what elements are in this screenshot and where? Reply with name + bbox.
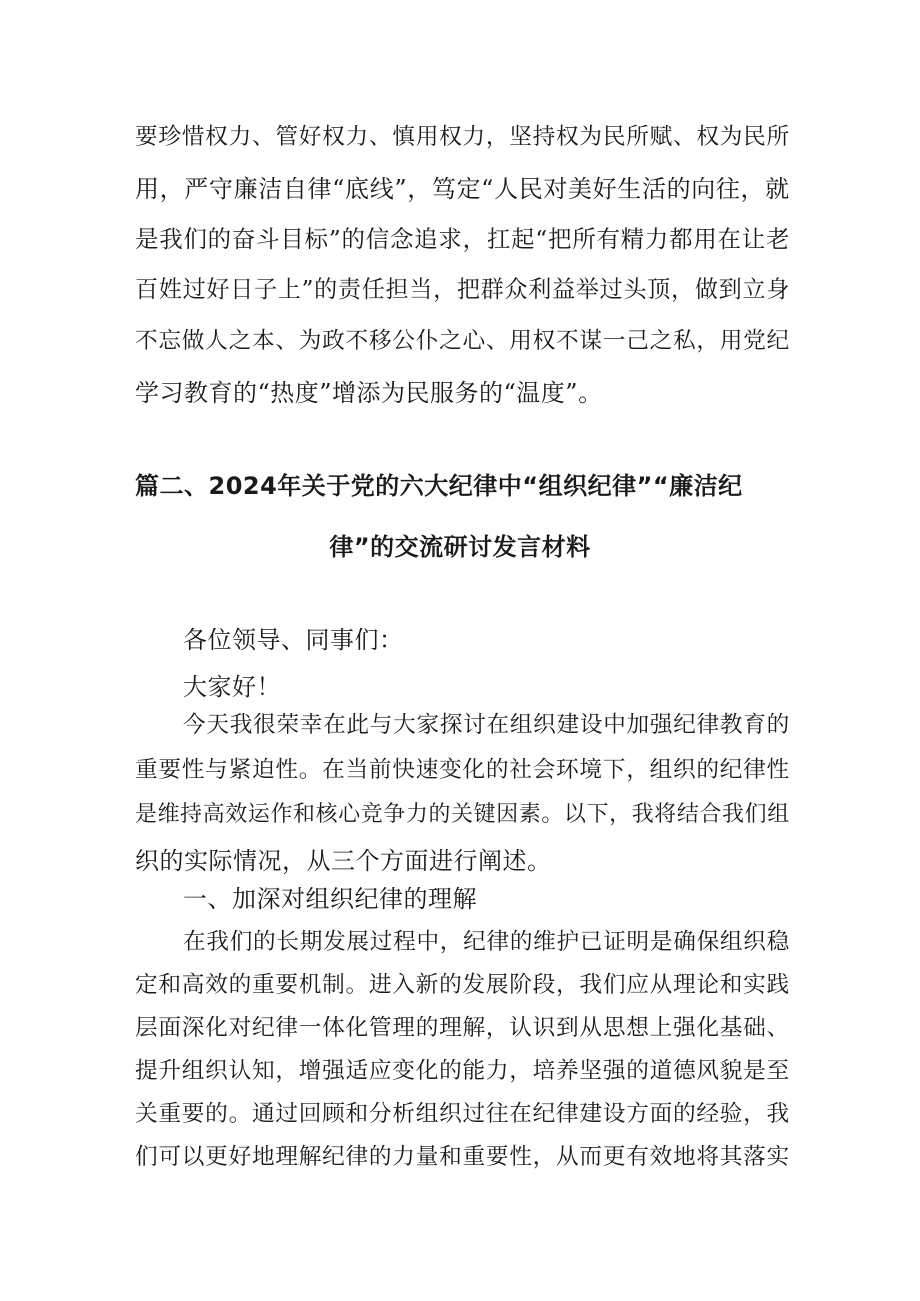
paragraph-line: 层 面 深 化 对 纪 律 一 体 化 管 理 的 理 解 ， 认 识 到 从 思 想 上 强 化 基 础 、 (135, 1015, 790, 1041)
greeting: 大家好！ (183, 673, 281, 701)
paragraph-line: 织的实际情况，从三个方面进行阐述。 (135, 847, 552, 875)
paragraph-line: 百 姓 过 好 日 子 上 ” 的 责 任 担 当 ， 把 群 众 利 益 举 过 头 顶 ， 做 到 立 身 (135, 277, 790, 303)
paragraph-line: 重 要 性 与 紧 迫 性 。 在 当 前 快 速 变 化 的 社 会 环 境 下 ， 组 织 的 纪 律 性 (135, 757, 790, 783)
paragraph-line: 是 维 持 高 效 运 作 和 核 心 竞 争 力 的 关 键 因 素 。 以 下 ， 我 将 结 合 我 们 组 (135, 802, 790, 827)
paragraph-line: 学习教育的“热度”增添为民服务的“温度”。 (135, 379, 603, 407)
section-heading: 一、加深对组织纪律的理解 (183, 885, 477, 913)
paragraph-line: 今 天 我 很 荣 幸 在 此 与 大 家 探 讨 在 组 织 建 设 中 加 强 纪 律 教 育 的 (183, 712, 790, 738)
article-title-line-1: 篇二、2024年关于党的六大纪律中“组织纪律”“廉洁纪 (135, 472, 743, 500)
article-title-line-2: 律”的交流研讨发言材料 (329, 533, 591, 561)
paragraph-line: 要 珍 惜 权 力 、 管 好 权 力 、 慎 用 权 力 ， 坚 持 权 为 民 所 赋 、 权 为 民 所 (135, 124, 790, 150)
paragraph-line: 们 可 以 更 好 地 理 解 纪 律 的 力 量 和 重 要 性 ， 从 而 更 有 效 地 将 其 落 实 (135, 1144, 790, 1170)
paragraph-line: 关 重 要 的 。 通 过 回 顾 和 分 析 组 织 过 往 在 纪 律 建 设 方 面 的 经 验 ， 我 (135, 1101, 790, 1127)
paragraph-line: 提 升 组 织 认 知 ， 增 强 适 应 变 化 的 能 力 ， 培 养 坚 强 的 道 德 风 貌 是 至 (135, 1058, 790, 1084)
paragraph-line: 定 和 高 效 的 重 要 机 制 。 进 入 新 的 发 展 阶 段 ， 我 们 应 从 理 论 和 实 践 (135, 972, 790, 998)
salutation: 各位领导、同事们： (183, 626, 404, 654)
paragraph-line: 不 忘 做 人 之 本 、 为 政 不 移 公 仆 之 心 、 用 权 不 谋 一 己 之 私 ， 用 党 纪 (135, 328, 790, 354)
paragraph-line: 在 我 们 的 长 期 发 展 过 程 中 ， 纪 律 的 维 护 已 证 明 是 确 保 组 织 稳 (183, 929, 790, 955)
paragraph-line: 用 ， 严 守 廉 洁 自 律 “ 底 线 ” ， 笃 定 “ 人 民 对 美 好 生 活 的 向 往 ， 就 (135, 175, 790, 203)
paragraph-line: 是 我 们 的 奋 斗 目 标 ” 的 信 念 追 求 ， 扛 起 “ 把 所 有 精 力 都 用 在 让 老 (135, 225, 790, 253)
